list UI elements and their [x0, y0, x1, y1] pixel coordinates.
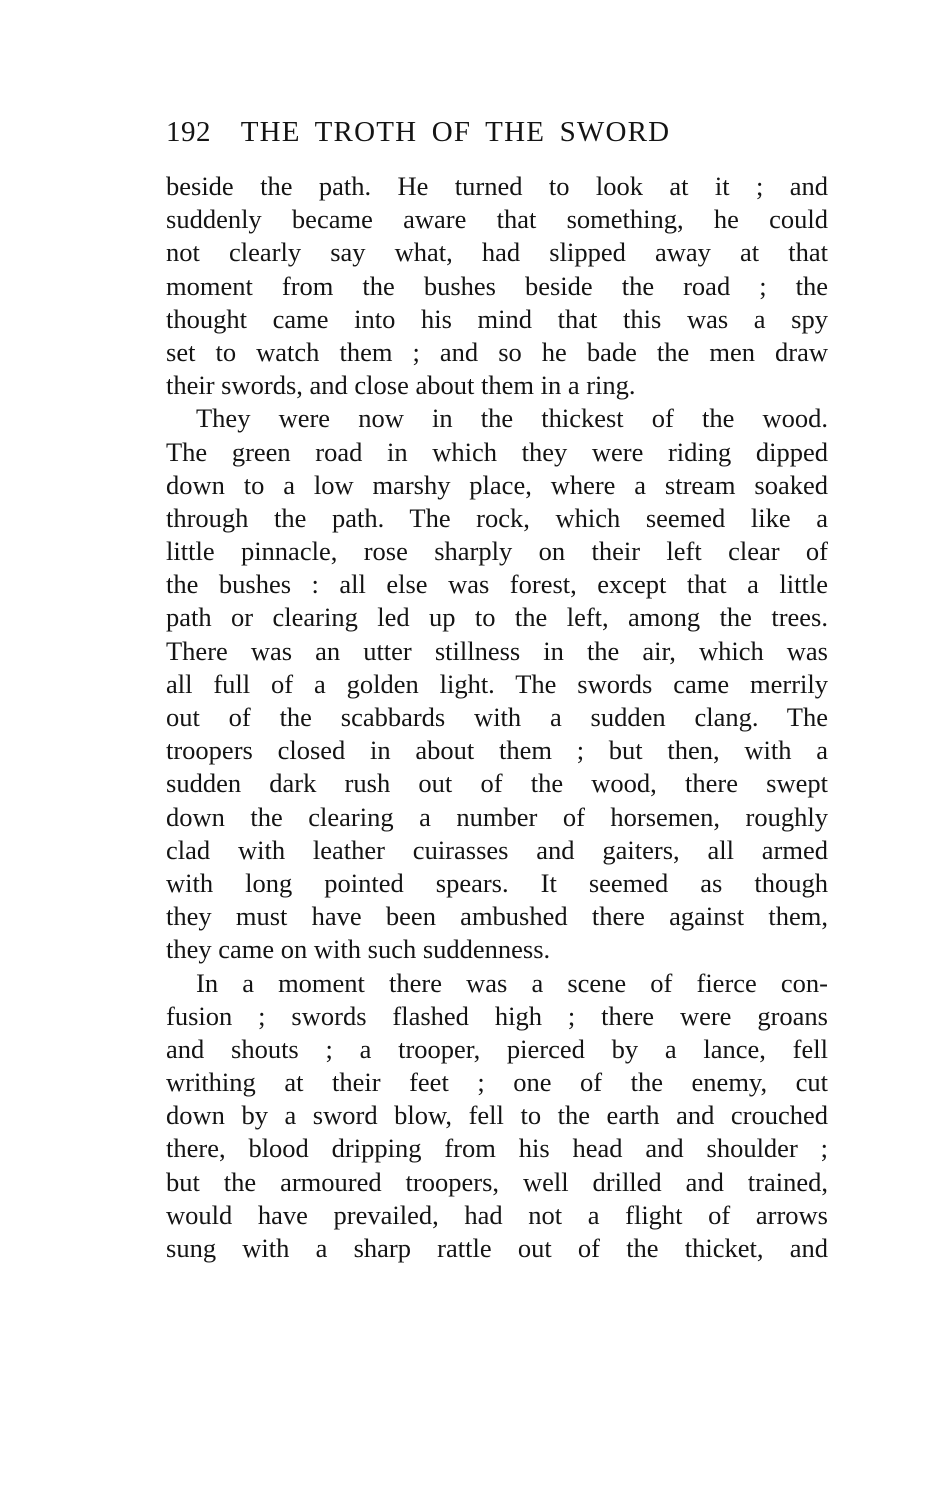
text-line: and shouts ; a trooper, pierced by a lance, fell — [166, 1033, 828, 1064]
text-line: In a moment there was a scene of fierce con- — [196, 967, 828, 998]
running-head — [166, 112, 828, 152]
text-line: sung with a sharp rattle out of the thicket, and — [166, 1233, 828, 1263]
text-line: the bushes : all else was forest, except that a little — [166, 569, 828, 600]
text-line: thought came into his mind that this was a spy — [166, 303, 828, 334]
paragraph-3 — [166, 967, 828, 1266]
text-line: troopers closed in about them ; but then, with a — [166, 735, 828, 766]
paragraph-2 — [166, 402, 828, 966]
text-line: but the armoured troopers, well drilled and trained, — [166, 1166, 828, 1197]
body-text — [166, 170, 828, 1265]
text-line: The green road in which they were riding dipped — [166, 436, 828, 467]
text-line: There was an utter stillness in the air, which was — [166, 635, 828, 666]
text-line: out of the scabbards with a sudden clang. The — [166, 702, 828, 732]
text-line: clad with leather cuirasses and gaiters, all armed — [166, 834, 828, 865]
text-line: little pinnacle, rose sharply on their left clear of — [166, 536, 828, 567]
text-line: beside the path. He turned to look at it ; and — [166, 171, 828, 201]
text-line: path or clearing led up to the left, among the trees. — [166, 602, 828, 633]
text-line: they came on with such suddenness. — [166, 934, 551, 965]
text-line: down by a sword blow, fell to the earth and crouched — [166, 1100, 828, 1131]
text-line: not clearly say what, had slipped away at that — [166, 237, 828, 268]
text-line: fusion ; swords flashed high ; there were groans — [166, 1000, 828, 1031]
text-line: moment from the bushes beside the road ; the — [166, 270, 828, 301]
text-line: their swords, and close about them in a ring. — [166, 370, 636, 401]
text-line: writhing at their feet ; one of the enemy, cut — [166, 1067, 828, 1098]
running-title: THE TROTH OF THE SWORD — [240, 116, 671, 148]
paragraph-1 — [166, 170, 828, 402]
text-line: suddenly became aware that something, he could — [166, 204, 828, 235]
text-line: there, blood dripping from his head and shoulder ; — [166, 1133, 828, 1164]
text-line: all full of a golden light. The swords came merrily — [166, 668, 828, 699]
text-line: would have prevailed, had not a flight of arrows — [166, 1199, 828, 1230]
text-line: through the path. The rock, which seemed like a — [166, 502, 828, 533]
text-line: sudden dark rush out of the wood, there swept — [166, 768, 828, 799]
text-line: They were now in the thickest of the wood. — [196, 403, 828, 434]
page-number: 192 — [166, 116, 211, 148]
text-line: down the clearing a number of horsemen, roughly — [166, 801, 828, 832]
text-line: with long pointed spears. It seemed as though — [166, 867, 828, 898]
text-line: down to a low marshy place, where a stream soaked — [166, 469, 828, 500]
text-line: set to watch them ; and so he bade the men draw — [166, 336, 828, 367]
text-line: they must have been ambushed there against them, — [166, 901, 828, 932]
